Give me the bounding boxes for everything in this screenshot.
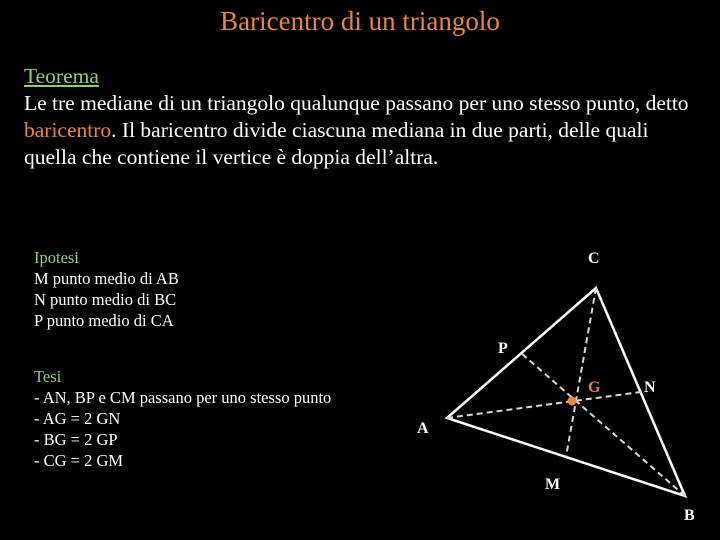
vertex-label-B: B <box>684 507 695 524</box>
hypothesis-line: N punto medio di BC <box>34 290 177 309</box>
theorem-text-before: Le tre mediane di un triangolo qualunque passano per uno stesso punto, detto <box>24 91 689 115</box>
theorem-accent-word: baricentro <box>24 118 112 142</box>
point-label-M: M <box>545 476 561 493</box>
point-label-G: G <box>588 379 601 396</box>
theorem-label: Teorema <box>24 64 99 88</box>
centroid-dot <box>568 397 577 406</box>
thesis-line: - CG = 2 GM <box>34 451 124 470</box>
hypothesis-heading: Ipotesi <box>34 248 79 267</box>
median-AN <box>447 392 641 418</box>
theorem-text-after: . Il baricentro divide ciascuna mediana in due parti, delle quali quella che contiene il vertice è doppia dell’altra. <box>24 118 649 169</box>
point-label-P: P <box>498 340 508 357</box>
median-BP <box>521 353 685 496</box>
slide-title: Baricentro di un triangolo <box>220 6 500 36</box>
vertex-label-A: A <box>417 420 429 437</box>
hypothesis-line: M punto medio di AB <box>34 269 179 288</box>
thesis-line: - BG = 2 GP <box>34 430 118 449</box>
vertex-label-C: C <box>588 250 600 267</box>
median-CM <box>566 288 596 457</box>
point-label-N: N <box>644 379 656 396</box>
thesis-line: - AN, BP e CM passano per uno stesso punto <box>34 388 332 407</box>
thesis-heading: Tesi <box>34 367 62 386</box>
thesis-line: - AG = 2 GN <box>34 409 121 428</box>
hypothesis-line: P punto medio di CA <box>34 311 174 330</box>
